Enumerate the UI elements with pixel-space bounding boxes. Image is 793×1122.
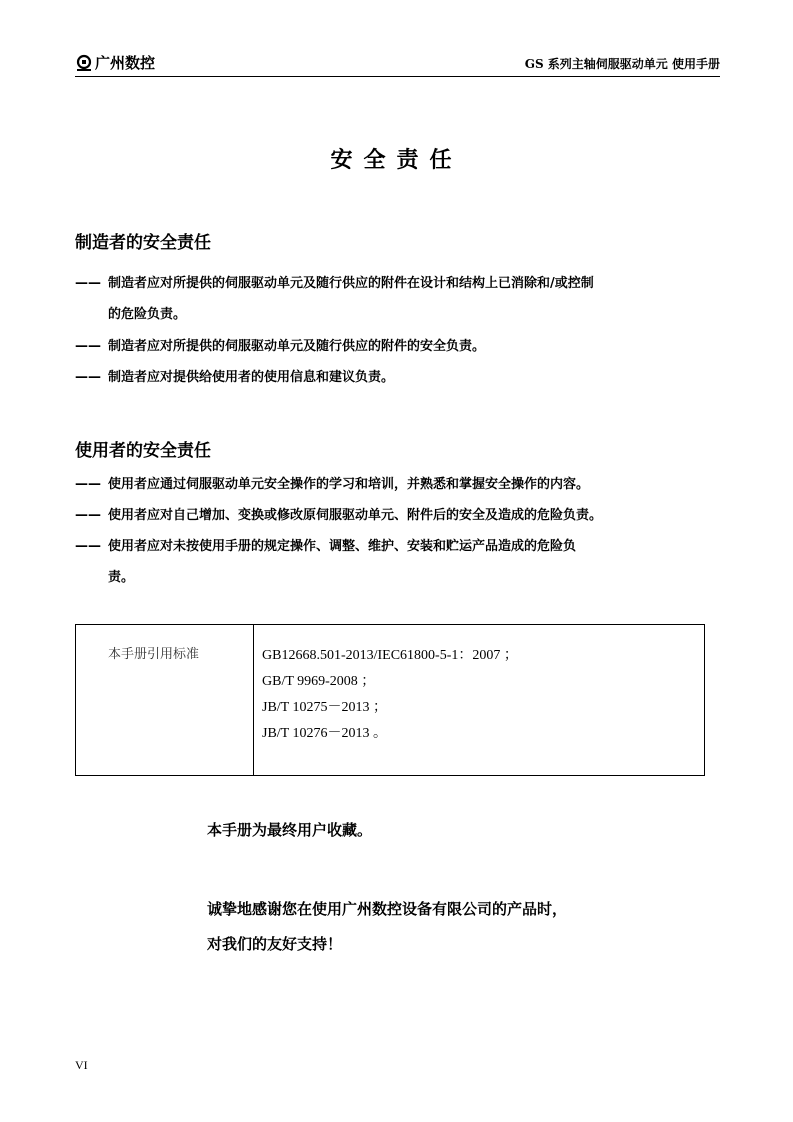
item-text: 制造者应对所提供的伺服驱动单元及随行供应的附件在设计和结构上已消除和/或控制 bbox=[108, 276, 594, 291]
standard-entry: GB12668.501-2013/IEC61800-5-1：2007 ； bbox=[262, 648, 518, 663]
dash-mark: —— bbox=[75, 539, 101, 554]
item-text: 使用者应通过伺服驱动单元安全操作的学习和培训，并熟悉和掌握安全操作的内容。 bbox=[108, 477, 590, 492]
page-title: 安全责任 bbox=[330, 148, 463, 173]
manufacturer-section-heading: 制造者的安全责任 bbox=[75, 233, 211, 253]
standard-entry: JB/T 10276－2013 。 bbox=[262, 726, 387, 741]
manufacturer-item-1 bbox=[75, 268, 720, 330]
item-text: 制造者应对所提供的伺服驱动单元及随行供应的附件的安全负责。 bbox=[108, 339, 486, 354]
company-logo bbox=[75, 54, 155, 72]
manufacturer-item-3 bbox=[75, 362, 720, 393]
user-item-3 bbox=[75, 531, 720, 593]
item-text-continued: 的危险负责。 bbox=[108, 307, 187, 322]
thanks-line-2: 对我们的友好支持！ bbox=[207, 935, 343, 953]
manufacturer-item-2 bbox=[75, 331, 720, 362]
user-section-heading: 使用者的安全责任 bbox=[75, 441, 211, 461]
gsk-logo-icon bbox=[75, 54, 93, 72]
logo-text: 广州数控 bbox=[95, 54, 156, 72]
standards-label: 本手册引用标准 bbox=[76, 625, 254, 775]
dash-mark: —— bbox=[75, 508, 101, 523]
page-number: VI bbox=[75, 1058, 88, 1072]
user-item-2 bbox=[75, 500, 720, 531]
thanks-line-1: 诚挚地感谢您在使用广州数控设备有限公司的产品时， bbox=[207, 900, 568, 918]
closing-note: 本手册为最终用户收藏。 bbox=[207, 821, 373, 839]
standards-list bbox=[254, 625, 704, 775]
dash-mark: —— bbox=[75, 339, 101, 354]
page-header bbox=[75, 52, 720, 77]
item-text: 使用者应对自己增加、变换或修改原伺服驱动单元、附件后的安全及造成的危险负责。 bbox=[108, 508, 603, 523]
item-text-continued: 责。 bbox=[108, 570, 135, 585]
user-item-1 bbox=[75, 469, 720, 500]
document-title: GS 系列主轴伺服驱动单元 使用手册 bbox=[524, 57, 720, 71]
item-text: 使用者应对未按使用手册的规定操作、调整、维护、安装和贮运产品造成的危险负 bbox=[108, 539, 577, 554]
dash-mark: —— bbox=[75, 370, 101, 385]
item-text: 制造者应对提供给使用者的使用信息和建议负责。 bbox=[108, 370, 395, 385]
standards-table bbox=[75, 624, 705, 776]
dash-mark: —— bbox=[75, 276, 101, 291]
dash-mark: —— bbox=[75, 477, 101, 492]
standard-entry: GB/T 9969-2008 ； bbox=[262, 674, 376, 689]
standard-entry: JB/T 10275－2013 ； bbox=[262, 700, 387, 715]
